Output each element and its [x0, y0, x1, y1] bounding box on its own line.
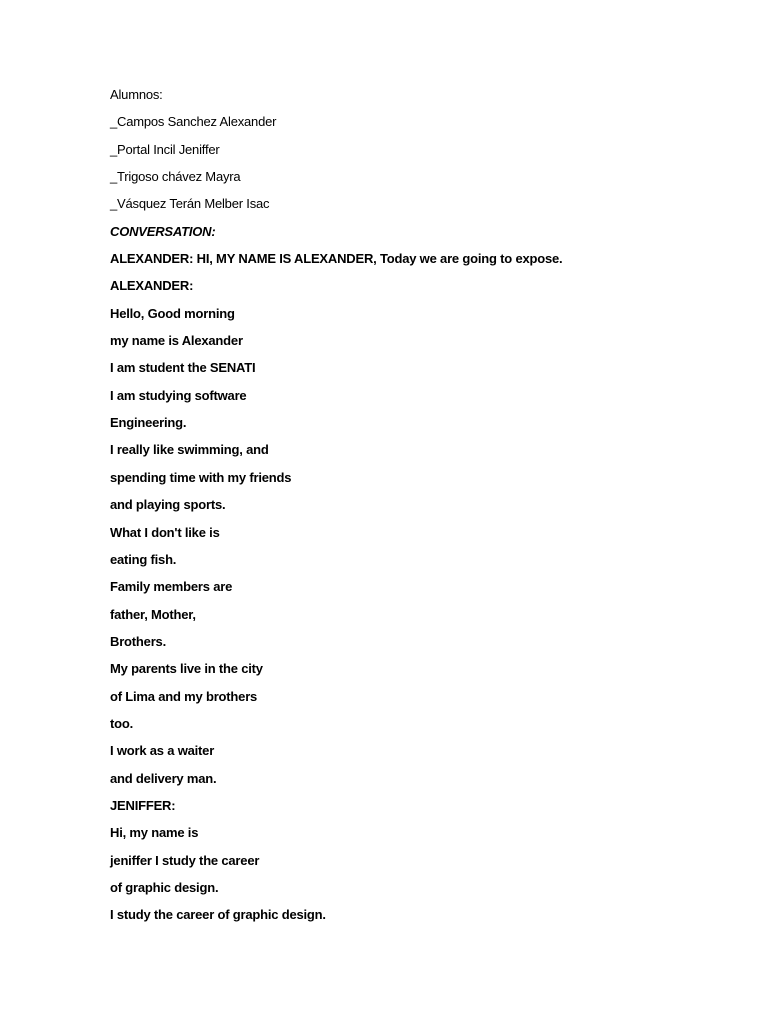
conversation-line: and playing sports.	[110, 497, 226, 513]
conversation-line: Hello, Good morning	[110, 305, 235, 321]
speaker-label: ALEXANDER:	[110, 278, 194, 294]
student-name: _Vásquez Terán Melber Isac	[110, 196, 270, 212]
student-name: _Trigoso chávez Mayra	[110, 169, 241, 185]
conversation-line: of Lima and my brothers	[110, 688, 258, 704]
conversation-line: Family members are	[110, 579, 233, 595]
conversation-line: I work as a waiter	[110, 743, 215, 759]
conversation-line: my name is Alexander	[110, 333, 243, 349]
conversation-line: I study the career of graphic design.	[110, 907, 326, 923]
document-body	[110, 85, 730, 933]
conversation-line: I really like swimming, and	[110, 442, 269, 458]
student-name: _Campos Sanchez Alexander	[110, 114, 277, 130]
conversation-line: I am studying software	[110, 387, 247, 403]
conversation-line: eating fish.	[110, 551, 177, 567]
conversation-line: and delivery man.	[110, 770, 217, 786]
conversation-line: father, Mother,	[110, 606, 196, 622]
conversation-heading: CONVERSATION:	[110, 223, 216, 239]
conversation-line: What I don't like is	[110, 524, 220, 540]
conversation-line: too.	[110, 715, 134, 731]
conversation-line: Hi, my name is	[110, 825, 199, 841]
conversation-line: Engineering.	[110, 415, 187, 431]
conversation-line: spending time with my friends	[110, 469, 292, 485]
conversation-line: I am student the SENATI	[110, 360, 256, 376]
speaker-label: JENIFFER:	[110, 797, 176, 813]
conversation-line: My parents live in the city	[110, 661, 263, 677]
conversation-line: ALEXANDER: HI, MY NAME IS ALEXANDER, Today we are going to expose.	[110, 251, 563, 267]
students-header: Alumnos:	[110, 87, 163, 102]
conversation-line: Brothers.	[110, 633, 166, 649]
student-name: _Portal Incil Jeniffer	[110, 141, 220, 157]
conversation-line: of graphic design.	[110, 879, 219, 895]
conversation-line: jeniffer I study the career	[110, 852, 260, 868]
